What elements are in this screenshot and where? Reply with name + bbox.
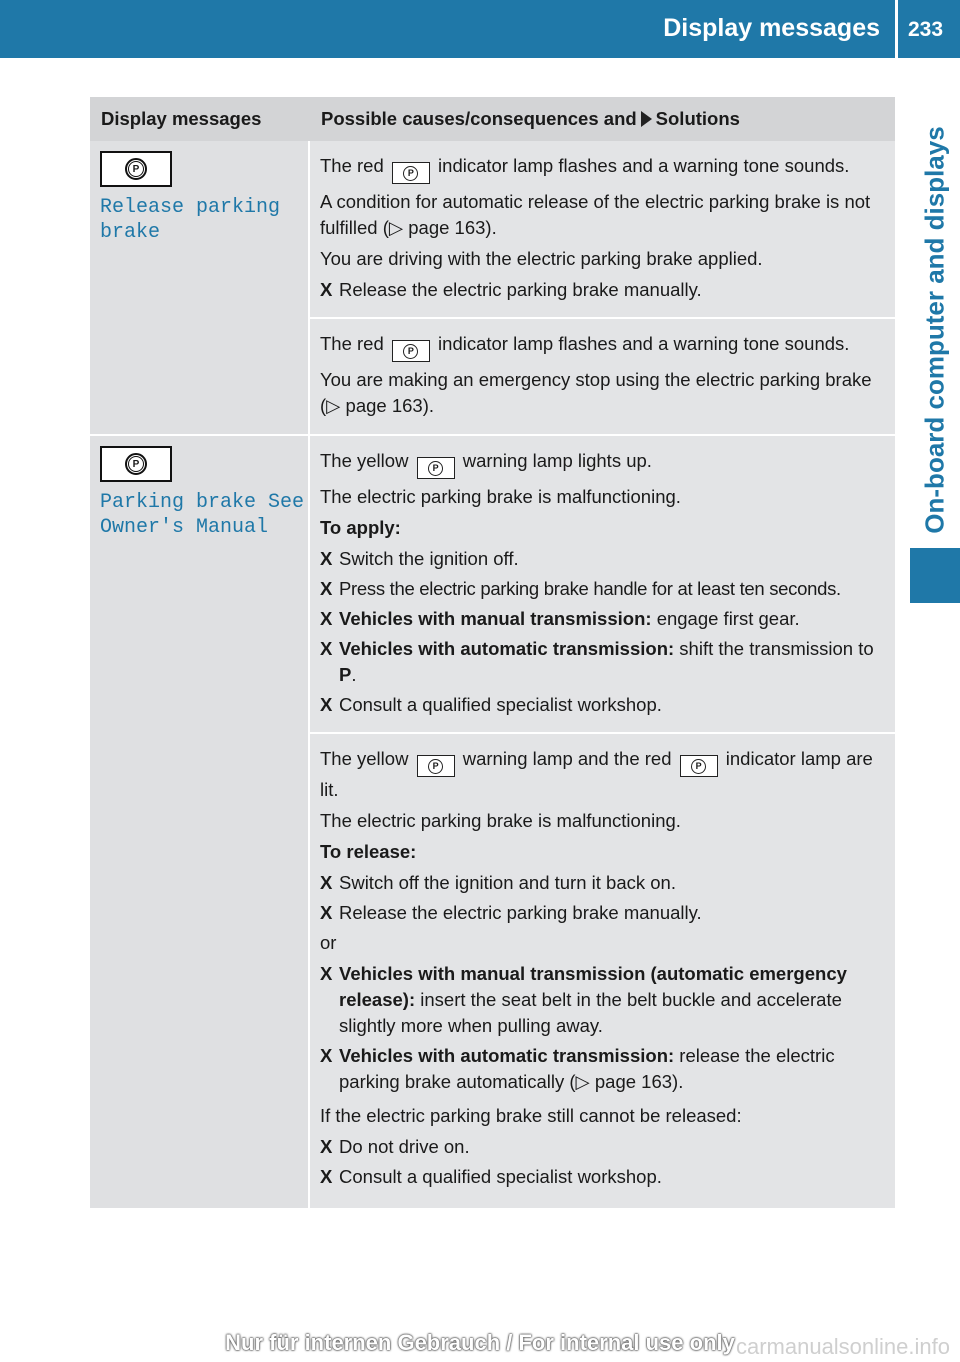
- action-step: X Release the electric parking brake manually.: [320, 277, 885, 303]
- table-header-row: [90, 97, 895, 141]
- internal-use-notice: Nur für internen Gebrauch / For internal use only: [225, 1330, 735, 1355]
- message-cell: [90, 436, 310, 1208]
- parking-brake-icon: P: [392, 162, 430, 184]
- message-cell: [90, 141, 310, 434]
- step-marker-icon: X: [320, 279, 333, 300]
- action-step: X Vehicles with automatic transmission: shift the transmission to P.: [320, 638, 874, 685]
- col-header-solutions: Possible causes/consequences and Solutions: [321, 108, 740, 129]
- display-message: [100, 490, 308, 540]
- message-line: Parking brake See: [100, 491, 305, 514]
- solution-cell: [310, 141, 895, 434]
- or-text: or: [320, 932, 337, 953]
- section-title: Display messages: [663, 14, 880, 42]
- cause-block: The yellow P warning lamp and the red P indicator lamp are lit. The electric parking brake is malfunctioning. To release: X Switch off the ignition and turn it back on. X Release the electric parking brake manually. or X Vehicles with manual transmission (automatic emergency release): insert the seat belt in the belt buckle and accelerate slightly more when pulling away. X Vehicles with automatic transmission: release the electric parking brake automatically (▷ page 163). If the electric parking brake still cannot be released: X Do not drive on. X Consult a qualified specialist workshop.: [310, 732, 895, 1208]
- procedure-label: To apply:: [320, 517, 401, 538]
- cause-block: The yellow P warning lamp lights up. The electric parking brake is malfunctioning. To apply: X Switch the ignition off. X Press the electric parking brake handle for at least ten seconds. X Vehicles with manual transmission: engage first gear. X Vehicles with automatic transmission: shift the transmission to P. X Consult a qualified specialist workshop.: [310, 436, 895, 732]
- action-step: X Press the electric parking brake handle for at least ten seconds.: [320, 576, 885, 602]
- parking-brake-icon: P: [417, 755, 455, 777]
- step-marker-icon: X: [320, 1166, 333, 1187]
- step-marker-icon: X: [320, 872, 333, 893]
- parking-brake-icon: P: [100, 446, 172, 482]
- action-step: X Vehicles with manual transmission (automatic emergency release): insert the seat belt in the belt buckle and accelerate slightly more when pulling away.: [320, 963, 847, 1036]
- step-marker-icon: X: [320, 902, 333, 923]
- action-step: X Switch the ignition off.: [320, 546, 885, 572]
- message-line: Release parking: [100, 196, 281, 219]
- procedure-label: To release:: [320, 841, 417, 862]
- side-tab: [910, 58, 960, 603]
- message-line: brake: [100, 221, 161, 244]
- table-row: [90, 436, 895, 1210]
- action-step: X Vehicles with automatic transmission: release the electric parking brake automatically (▷ page 163).: [320, 1045, 835, 1092]
- display-message: [100, 195, 308, 245]
- action-step: X Vehicles with manual transmission: engage first gear.: [320, 606, 885, 632]
- header-divider: [895, 0, 898, 58]
- page-number: 233: [908, 18, 944, 41]
- cause-block: The red P indicator lamp flashes and a warning tone sounds. You are making an emergency stop using the electric parking brake (▷ page 163).: [310, 317, 895, 434]
- action-step: X Do not drive on.: [320, 1134, 885, 1160]
- side-tab-marker: [910, 548, 960, 603]
- action-step: X Consult a qualified specialist workshop.: [320, 692, 885, 718]
- step-marker-icon: X: [320, 1136, 333, 1157]
- parking-brake-icon: P: [417, 457, 455, 479]
- display-messages-table: [90, 97, 895, 1210]
- action-step: X Switch off the ignition and turn it back on.: [320, 870, 885, 896]
- parking-brake-icon: P: [680, 755, 718, 777]
- side-tab-label: On-board computer and displays: [919, 126, 950, 534]
- step-marker-icon: X: [320, 578, 333, 599]
- cause-block: The red P indicator lamp flashes and a warning tone sounds. A condition for automatic release of the electric parking brake is not fulfilled (▷ page 163). You are driving with the electric parking brake applied. X Release the electric parking brake manually.: [310, 141, 895, 317]
- step-marker-icon: X: [320, 963, 333, 984]
- action-step: X Consult a qualified specialist workshop.: [320, 1164, 885, 1190]
- parking-brake-icon: P: [100, 151, 172, 187]
- solution-cell: [310, 436, 895, 1208]
- step-marker-icon: X: [320, 548, 333, 569]
- step-marker-icon: X: [320, 608, 333, 629]
- step-marker-icon: X: [320, 1045, 333, 1066]
- table-row: [90, 141, 895, 436]
- watermark: carmanualsonline.info: [735, 1334, 950, 1359]
- col-header-messages: Display messages: [101, 108, 262, 129]
- action-step: X Release the electric parking brake manually.: [320, 900, 885, 926]
- page-header: [0, 0, 960, 58]
- step-marker-icon: X: [320, 694, 333, 715]
- message-line: Owner's Manual: [100, 516, 269, 539]
- step-marker-icon: X: [320, 638, 333, 659]
- arrow-right-icon: [641, 111, 652, 127]
- parking-brake-icon: P: [392, 340, 430, 362]
